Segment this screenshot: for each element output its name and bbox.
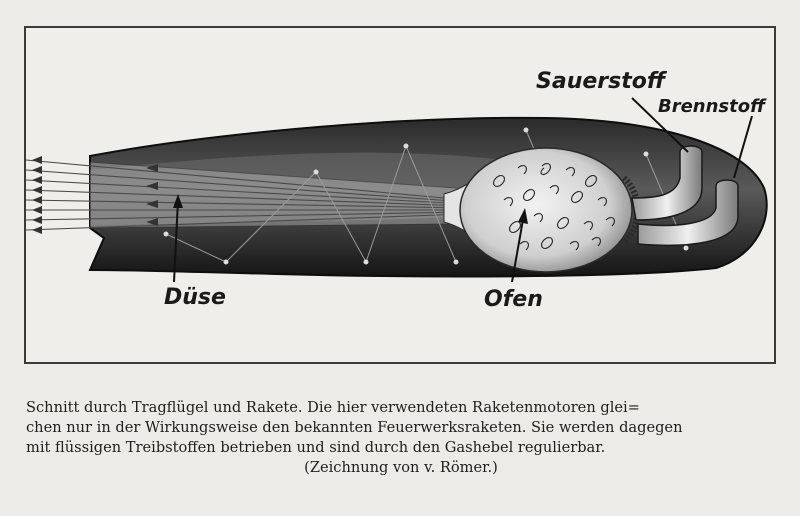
label-brennstoff: Brennstoff bbox=[658, 96, 766, 117]
wing-rocket-cross-section-diagram bbox=[26, 28, 774, 362]
caption-line-4: (Zeichnung von v. Römer.) bbox=[304, 459, 498, 476]
caption-line-2: chen nur in der Wirkungsweise den bekannten Feuerwerksraketen. Sie werden dagegen bbox=[26, 419, 683, 436]
caption-line-1: Schnitt durch Tragflügel und Rakete. Die hier verwendeten Raketenmotoren glei= bbox=[26, 399, 640, 416]
label-ofen: Ofen bbox=[484, 287, 543, 312]
figure-frame bbox=[24, 26, 776, 364]
label-sauerstoff: Sauerstoff bbox=[536, 69, 666, 94]
figure-caption bbox=[26, 398, 776, 478]
label-duese: Düse bbox=[164, 285, 226, 310]
caption-line-3: mit flüssigen Treibstoffen betrieben und sind durch den Gashebel regulierbar. bbox=[26, 439, 606, 456]
furnace-chamber bbox=[460, 148, 632, 272]
